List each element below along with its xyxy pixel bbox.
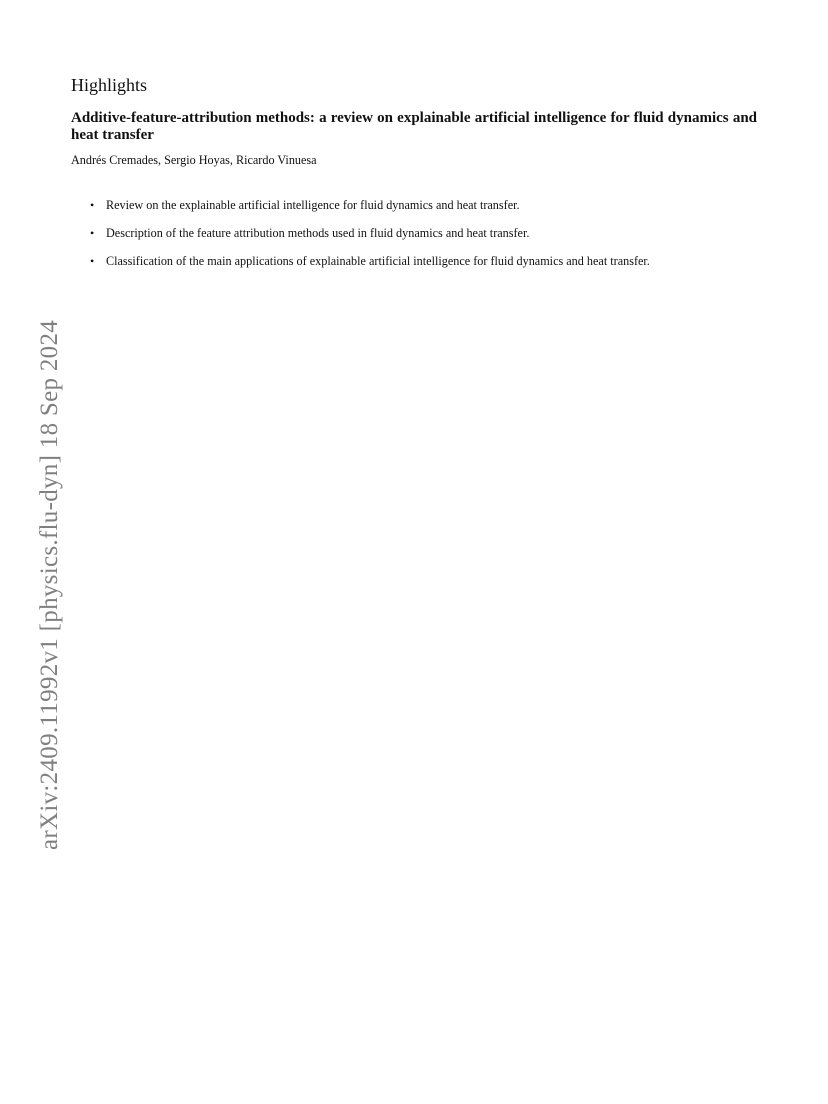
bullet-icon: •: [90, 254, 95, 268]
highlight-item: [90, 198, 790, 213]
highlights-list: [90, 198, 790, 282]
highlight-text: Review on the explainable artificial intelligence for fluid dynamics and heat transfer.: [106, 198, 520, 212]
highlight-item: [90, 226, 790, 241]
author-list: Andrés Cremades, Sergio Hoyas, Ricardo Vinuesa: [71, 153, 317, 167]
highlights-heading: Highlights: [71, 75, 148, 95]
arxiv-identifier-stamp: arXiv:2409.11992v1 [physics.flu-dyn] 18 Sep 2024: [36, 319, 63, 850]
bullet-icon: •: [90, 226, 95, 240]
bullet-icon: •: [90, 198, 95, 212]
highlight-text: Classification of the main applications of explainable artificial intelligence for fluid dynamics and heat transfer.: [106, 254, 650, 268]
highlight-item: [90, 254, 790, 269]
paper-title: Additive-feature-attribution methods: a review on explainable artificial intelligence for fluid dynamics and heat transfer: [71, 110, 757, 143]
highlight-text: Description of the feature attribution methods used in fluid dynamics and heat transfer.: [106, 226, 530, 240]
